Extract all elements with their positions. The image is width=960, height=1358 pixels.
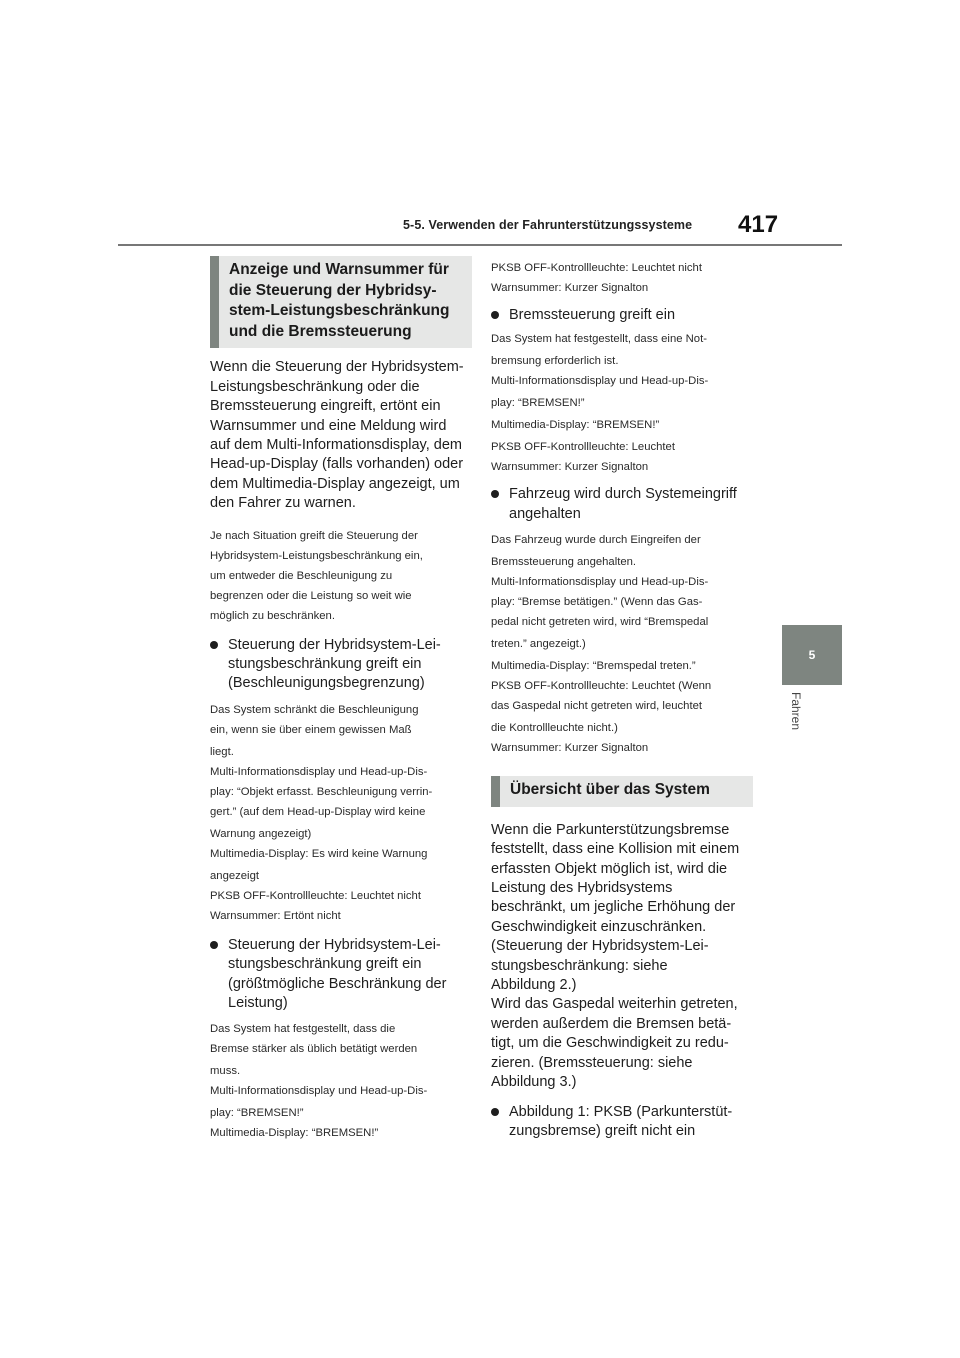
left-column bbox=[210, 256, 472, 1143]
text-line: play: “Objekt erfasst. Beschleunigung verrin- bbox=[210, 785, 433, 798]
text-line: Wenn die Parkunterstützungsbremse bbox=[491, 821, 730, 838]
bullet-vehicle-stopped-details bbox=[491, 530, 753, 758]
text-line: pedal nicht getreten wird, wird “Bremspedal bbox=[491, 616, 709, 629]
text-line: Hybridsystem-Leistungsbeschränkung ein, bbox=[210, 549, 423, 562]
text-line: Warnsummer: Kurzer Signalton bbox=[491, 461, 649, 474]
text-line: Bremssteuerung eingreift, ertönt ein bbox=[210, 398, 441, 415]
bullet-dot bbox=[210, 941, 218, 949]
text-line: Abbildung 2.) bbox=[491, 977, 577, 994]
text-line: den Fahrer zu warnen. bbox=[210, 495, 356, 512]
text-line: PKSB OFF-Kontrollleuchte: Leuchtet nicht bbox=[210, 889, 421, 902]
text-line: Steuerung der Hybridsystem-Lei- bbox=[228, 636, 441, 653]
bullet-vehicle-stopped bbox=[491, 485, 753, 524]
text-line: Das System hat festgestellt, dass die bbox=[210, 1023, 396, 1036]
text-line: liegt. bbox=[210, 745, 234, 758]
header-divider bbox=[118, 244, 842, 246]
text-line: Bremse stärker als üblich betätigt werden bbox=[210, 1043, 418, 1056]
text-line: treten.” angezeigt.) bbox=[491, 638, 586, 651]
text-line: Das System schränkt die Beschleunigung bbox=[210, 703, 419, 716]
text-line: Fahrzeug wird durch Systemeingriff bbox=[509, 486, 737, 503]
text-line: Warnsummer: Kurzer Signalton bbox=[491, 742, 649, 755]
page-number: 417 bbox=[738, 211, 779, 238]
text-line: zungsbremse) greift nicht ein bbox=[509, 1122, 696, 1139]
text-line: angehalten bbox=[509, 505, 581, 522]
continued-status-lines bbox=[491, 258, 753, 298]
text-line: das Gaspedal nicht getreten wird, leuchtet bbox=[491, 700, 703, 713]
text-line: Leistungsbeschränkung oder die bbox=[210, 378, 420, 395]
text-line: bremsung erforderlich ist. bbox=[491, 355, 619, 368]
bullet-max-restriction-details bbox=[210, 1019, 472, 1143]
text-line: ein, wenn sie über einem gewissen Maß bbox=[210, 723, 412, 736]
text-line: PKSB OFF-Kontrollleuchte: Leuchtet bbox=[491, 441, 675, 454]
text-line: Anzeige und Warnsummer für bbox=[229, 261, 449, 278]
text-line: Multi-Informationsdisplay und Head-up-Dis- bbox=[491, 375, 709, 388]
bullet-brake-control bbox=[491, 306, 753, 325]
text-line: Das Fahrzeug wurde durch Eingreifen der bbox=[491, 534, 701, 547]
running-header: 5-5. Verwenden der Fahrunterstützungssysteme bbox=[403, 218, 693, 232]
text-line: feststellt, dass eine Kollision mit einem bbox=[491, 841, 740, 858]
text-line: stungsbeschränkung: siehe bbox=[491, 957, 668, 974]
bullet-dot bbox=[491, 490, 499, 498]
note-paragraph bbox=[210, 526, 472, 626]
text-line: Leistung des Hybridsystems bbox=[491, 880, 673, 897]
bullet-dot bbox=[210, 641, 218, 649]
text-line: stungsbeschränkung greift ein bbox=[228, 656, 422, 673]
right-column bbox=[491, 256, 753, 1141]
text-line: Bremssteuerung angehalten. bbox=[491, 556, 637, 569]
text-line: Multi-Informationsdisplay und Head-up-Dis- bbox=[210, 765, 428, 778]
bullet-acceleration-details bbox=[210, 700, 472, 926]
text-line: Übersicht über das System bbox=[510, 781, 710, 799]
text-line: angezeigt bbox=[210, 869, 259, 882]
text-line: Abbildung 1: PKSB (Parkunterstüt- bbox=[509, 1103, 733, 1120]
bullet-figure-1 bbox=[491, 1103, 753, 1142]
text-line: beschränkt, um jegliche Erhöhung der bbox=[491, 899, 736, 916]
text-line: Multimedia-Display: “Bremspedal treten.” bbox=[491, 660, 696, 673]
text-line: Bremssteuerung greift ein bbox=[509, 307, 676, 323]
text-line: play: “Bremse betätigen.” (Wenn das Gas- bbox=[491, 596, 703, 609]
text-line: Das System hat festgestellt, dass eine Not- bbox=[491, 333, 707, 346]
bullet-dot bbox=[491, 311, 499, 319]
text-line: Multimedia-Display: “BREMSEN!” bbox=[491, 419, 660, 432]
text-line: (Steuerung der Hybridsystem-Lei- bbox=[491, 938, 709, 955]
text-line: Warnsummer und eine Meldung wird bbox=[210, 417, 447, 434]
text-line: Geschwindigkeit einzuschränken. bbox=[491, 918, 707, 935]
text-line: tigt, um die Geschwindigkeit zu redu- bbox=[491, 1035, 729, 1052]
text-line: muss. bbox=[210, 1065, 241, 1078]
text-line: Multi-Informationsdisplay und Head-up-Dis- bbox=[491, 576, 709, 589]
text-line: auf dem Multi-Informationsdisplay, dem bbox=[210, 437, 462, 453]
section-heading-warning bbox=[210, 256, 472, 348]
text-line: Abbildung 3.) bbox=[491, 1074, 577, 1091]
text-line: Leistung) bbox=[228, 995, 288, 1012]
bullet-max-restriction bbox=[210, 936, 472, 1014]
text-line: (Beschleunigungsbegrenzung) bbox=[228, 675, 425, 692]
text-line: PKSB OFF-Kontrollleuchte: Leuchtet (Wenn bbox=[491, 680, 712, 693]
text-line: play: “BREMSEN!” bbox=[491, 397, 585, 410]
text-line: Head-up-Display (falls vorhanden) oder bbox=[210, 456, 464, 473]
chapter-tab[interactable]: 5 bbox=[782, 625, 842, 685]
text-line: die Steuerung der Hybridsy- bbox=[229, 281, 437, 299]
text-line: Steuerung der Hybridsystem-Lei- bbox=[228, 936, 441, 953]
overview-paragraph bbox=[491, 821, 753, 1093]
text-line: zieren. (Bremssteuerung: siehe bbox=[491, 1054, 693, 1071]
text-line: stem-Leistungsbeschränkung bbox=[229, 302, 450, 320]
text-line: Warnsummer: Ertönt nicht bbox=[210, 909, 341, 922]
text-line: PKSB OFF-Kontrollleuchte: Leuchtet nicht bbox=[491, 262, 702, 274]
bullet-dot bbox=[491, 1108, 499, 1116]
text-line: begrenzen oder die Leistung so weit wie bbox=[210, 589, 412, 602]
text-line: Multimedia-Display: Es wird keine Warnung bbox=[210, 847, 428, 860]
intro-paragraph bbox=[210, 358, 472, 513]
bullet-brake-control-details bbox=[491, 329, 753, 477]
text-line: und die Bremssteuerung bbox=[229, 322, 412, 340]
text-line: dem Multimedia-Display angezeigt, um bbox=[210, 475, 460, 492]
text-line: Multi-Informationsdisplay und Head-up-Dis- bbox=[210, 1085, 428, 1098]
text-line: werden außerdem die Bremsen betä- bbox=[491, 1015, 732, 1032]
text-line: gert.” (auf dem Head-up-Display wird keine bbox=[210, 805, 426, 818]
text-line: um entweder die Beschleunigung zu bbox=[210, 569, 393, 582]
text-line: Wird das Gaspedal weiterhin getreten, bbox=[491, 996, 738, 1013]
text-line: play: “BREMSEN!” bbox=[210, 1107, 304, 1120]
text-line: stungsbeschränkung greift ein bbox=[228, 956, 422, 973]
section-heading-overview bbox=[491, 776, 753, 807]
chapter-label: Fahren bbox=[789, 692, 803, 731]
text-line: Warnsummer: Kurzer Signalton bbox=[491, 282, 649, 294]
text-line: Multimedia-Display: “BREMSEN!” bbox=[210, 1127, 379, 1140]
text-line: Wenn die Steuerung der Hybridsystem- bbox=[210, 359, 464, 376]
bullet-acceleration-limit bbox=[210, 636, 472, 694]
text-line: Warnung angezeigt) bbox=[210, 827, 312, 840]
text-line: möglich zu beschränken. bbox=[210, 609, 335, 622]
text-line: die Kontrollleuchte nicht.) bbox=[491, 722, 618, 735]
text-line: erfassten Objekt möglich ist, wird die bbox=[491, 860, 728, 877]
text-line: Je nach Situation greift die Steuerung der bbox=[210, 529, 418, 542]
text-line: (größtmögliche Beschränkung der bbox=[228, 975, 447, 992]
